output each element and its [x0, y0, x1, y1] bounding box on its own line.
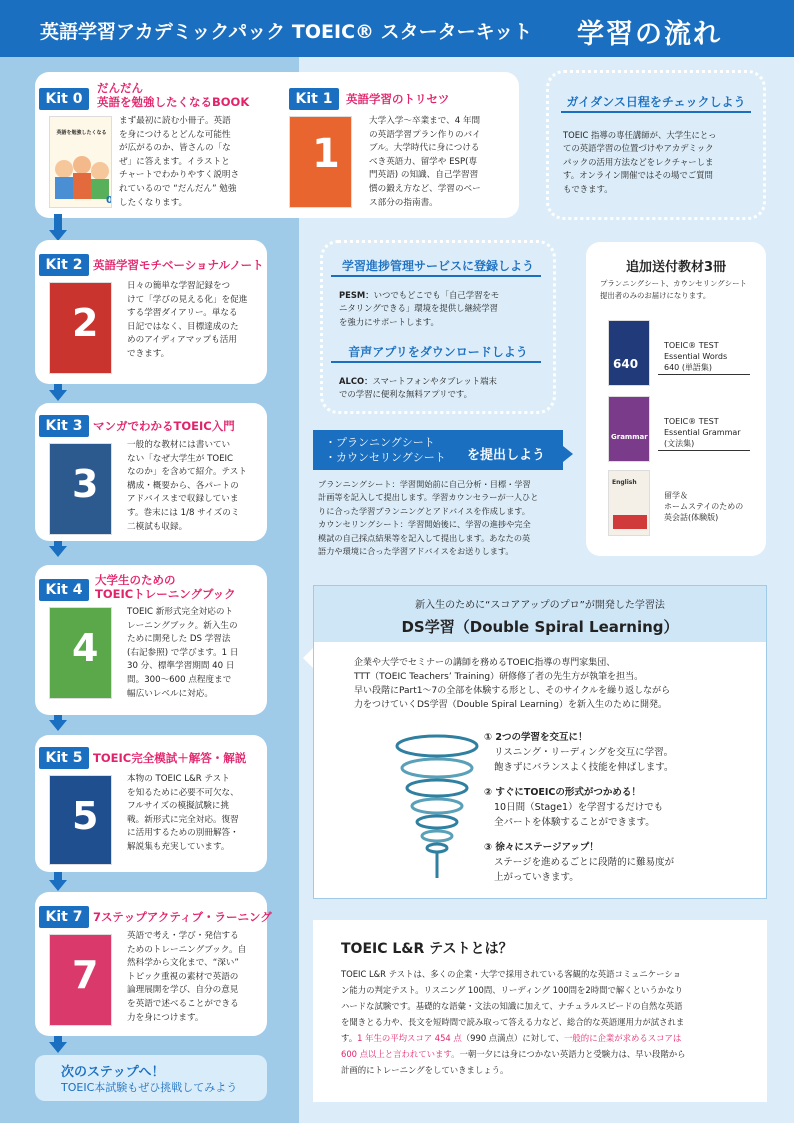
- kit4-cover: 4: [49, 607, 112, 699]
- kit4-badge: Kit 4: [39, 579, 89, 601]
- book-grammar-cover: Grammar: [608, 396, 650, 462]
- kit0-kit1-card: [35, 72, 519, 218]
- kit2-card: [35, 240, 267, 384]
- service-title-2: 音声アプリをダウンロードしよう: [348, 345, 528, 359]
- kit2-badge: Kit 2: [39, 254, 89, 276]
- kit7-title: 7ステップアクティブ・ラーニング: [93, 910, 272, 924]
- kit7-cover: 7: [49, 934, 112, 1026]
- guidance-description: TOEIC 指導の専任講師が、大学生にとっ ての英語学習の位置づけやアカデミック パックの活用方法などをレクチャーしま す。オンライン開催ではその場でご質問 もできます。: [563, 130, 717, 194]
- submit-sheet-names: ・プランニングシート ・カウンセリングシート: [325, 436, 446, 464]
- arrow-down-icon: [49, 1042, 67, 1053]
- kit0-description: まず最初に読む小冊子。英語 を身につけるとどんな可能性 が広がるのか、皆さんの「な ぜ」に答えます。イラストと チャートでわかりやすく説明さ れているので “だんだん” 勉強 したくなります。: [119, 116, 240, 208]
- ds-title: DS学習（Double Spiral Learning）: [401, 618, 679, 636]
- kit4-title-1: 大学生のための: [95, 573, 176, 587]
- kit3-title: マンガでわかるTOEIC入門: [93, 419, 235, 433]
- arrow-down-icon: [49, 880, 67, 891]
- kit1-description: 大学入学～卒業まで、4 年間 の英語学習プラン作りのバイ ブル。大学時代に身につける べき英語力、留学や ESP(専 門英語) の知識、自己学習習 慣の鍛え方など、学習のベー ス部分の指南書。: [369, 116, 481, 208]
- next-step-subtitle: TOEIC本試験もぜひ挑戦してみよう: [61, 1081, 238, 1094]
- kit1-badge: Kit 1: [289, 88, 339, 110]
- toeic-description: TOEIC L&R テストは、多くの企業・大学で採用されている客観的な英語コミュニケーショ ン能力の判定テスト。リスニング 100問、リーディング 100問を2時間で解くというかなり ハードな試験です。基礎的な語彙・文法の知識に加えて、ナチュラルスピードの自然な英語 を聞きとる力や、長文を短時間で読み取って答える力など、総合的な英語運用力が試されま す。1 年生の平均スコア 454 点（990 点満点）に対して、一般的に企業が求めるスコアは 600 点以上と言われています。一朝一夕には身につかない英語力と受験力は、早い段階から 計画的にトレーニングをしていきましょう。: [341, 969, 686, 1075]
- service-title-1: 学習進捗管理サービスに登録しよう: [341, 259, 534, 273]
- alco-description: ALCO：スマートフォンやタブレット端末 での学習に便利な無料アプリです。: [339, 376, 497, 400]
- kit0-cover: 英語を勉強したくなる 0: [49, 116, 112, 208]
- book-words-label: TOEIC® TEST Essential Words 640 (単語集): [664, 341, 728, 372]
- next-step-title: 次のステップへ！: [61, 1065, 165, 1080]
- kit7-badge: Kit 7: [39, 906, 89, 928]
- arrow-down-icon: [49, 390, 67, 401]
- extra-books-note: プランニングシート、カウンセリングシート 提出者のみのお届けになります。: [600, 279, 747, 300]
- pesm-description: PESM：いつでもどこでも「自己学習をモ ニタリングできる」環境を提供し継続学習 を強力にサポートします。: [339, 290, 500, 327]
- kit0-title-2: 英語を勉強したくなるBOOK: [97, 95, 250, 109]
- toeic-panel: [313, 920, 767, 1102]
- submit-banner: [313, 430, 563, 470]
- kit3-badge: Kit 3: [39, 415, 89, 437]
- ds-learning-panel: [313, 585, 767, 899]
- arrow-down-icon: [49, 546, 67, 557]
- kit7-card: [35, 892, 272, 1036]
- extra-books-card: [586, 242, 766, 556]
- book-english-label: 留学＆ ホームステイのための 英会話(体験版): [664, 491, 744, 522]
- extra-books-title: 追加送付教材3冊: [625, 260, 727, 275]
- kit1-cover: 1: [289, 116, 352, 208]
- kit4-title-2: TOEICトレーニングブック: [95, 587, 236, 601]
- svg-text:0: 0: [106, 195, 113, 206]
- kit4-description: TOEIC 新形式完全対応のト レーニングブック。新入生の ために開発した DS 学習法 (右記参照) で学びます。1 日 30 分、標準学習期間 40 日 間。300～600 点程度まで 幅広いレベルに対応。: [127, 607, 239, 699]
- kit5-cover: 5: [49, 775, 112, 865]
- ds-intro: 企業や大学でセミナーの講師を務めるTOEIC指導の専門家集団、 TTT（TOEIC Teachers’ Training）研修修了者の先生方が執筆を担当。 早い段階にPart1～7の全部を体験する形とし、そのサイクルを繰り返しながら 力をつけていくDS学習（Double Spiral Learning）を新入生のために開発。: [354, 658, 671, 710]
- submit-cta: を提出しよう: [467, 448, 546, 463]
- kit4-card: [35, 565, 267, 715]
- kit2-cover: 2: [49, 282, 112, 374]
- book-english-cover: English: [608, 470, 650, 536]
- book-words-cover: 640: [608, 320, 650, 386]
- kit3-cover: 3: [49, 443, 112, 535]
- kit3-card: [35, 403, 267, 541]
- header-right-title: 学習の流れ: [577, 19, 722, 50]
- kit5-badge: Kit 5: [39, 747, 89, 769]
- double-spiral-icon: [392, 726, 482, 886]
- guidance-title: ガイダンス日程をチェックしよう: [566, 95, 746, 109]
- page-header: [0, 0, 794, 57]
- ds-points: ① 2つの学習を交互に！ リスニング・リーディングを交互に学習。 飽きずにバランスよく技能を伸ばします。 ② すぐにTOEICの形式がつかめる！ 10日間（Stage1）を学習するだけでも 全パートを体験することができます。 ③ 徐々にステージアップ！ ステージを進めるごとに段階的に難易度が 上がっていきます。: [484, 732, 675, 883]
- kit1-title: 英語学習のトリセツ: [346, 92, 450, 106]
- next-step-box: [35, 1055, 267, 1101]
- toeic-title: TOEIC L&R テストとは？: [341, 941, 513, 957]
- kit2-title: 英語学習モチベーショナルノート: [93, 258, 264, 272]
- submit-description: プランニングシート：学習開始前に自己分析・目標・学習 計画等を記入して提出します。学習カウンセラーが一人ひと りに合った学習プランニングとアドバイスを作成します。 カウンセリングシート：学習開始後に、学習の進捗や完全 模試の自己採点結果等を記入して提出します。あなたの英 語力や環境に合った学習アドバイスをお送りします。: [318, 479, 539, 557]
- kit5-description: 本物の TOEIC L&R テスト を知るために必要不可欠な、 フルサイズの模擬試験に挑 戦。新形式に完全対応。復習 に活用するための別冊解答・ 解説集も充実しています。: [127, 774, 239, 852]
- kit5-title: TOEIC完全模試＋解答・解説: [93, 751, 247, 765]
- ds-subtitle: 新入生のために“スコアアップのプロ”が開発した学習法: [415, 600, 665, 611]
- guidance-box: [546, 70, 766, 220]
- header-title: 英語学習アカデミックパック TOEIC® スターターキット: [40, 21, 533, 43]
- services-box: [320, 240, 556, 414]
- kit2-description: 日々の簡単な学習記録をつ けて「学びの見える化」を促進 する学習ダイアリー。単なる 日記ではなく、目標達成のた めのアイディアマップも活用 できます。: [127, 281, 248, 359]
- kit0-badge: Kit 0: [39, 88, 89, 110]
- arrow-down-icon: [49, 720, 67, 731]
- kit3-description: 一般的な教材には書いてい ない「なぜ大学生が TOEIC なのか」を含めて紹介。テスト 構成・概要から、各パートの アドバイスまで収録していま す。巻末には 1/8 サイズのミ 二模試も収録。: [127, 440, 247, 532]
- kit7-description: 英語で考え・学び・発信する ためのトレーニングブック。自 然科学から文化まで、“深い” トピック重視の素材で英語の 論理展開を学び、自分の意見 を英語で述べることができる 力を身につけます。: [127, 931, 247, 1023]
- kit0-title-1: だんだん: [97, 81, 143, 95]
- book-grammar-label: TOEIC® TEST Essential Grammar (文法集): [664, 417, 741, 448]
- kit5-card: [35, 735, 267, 872]
